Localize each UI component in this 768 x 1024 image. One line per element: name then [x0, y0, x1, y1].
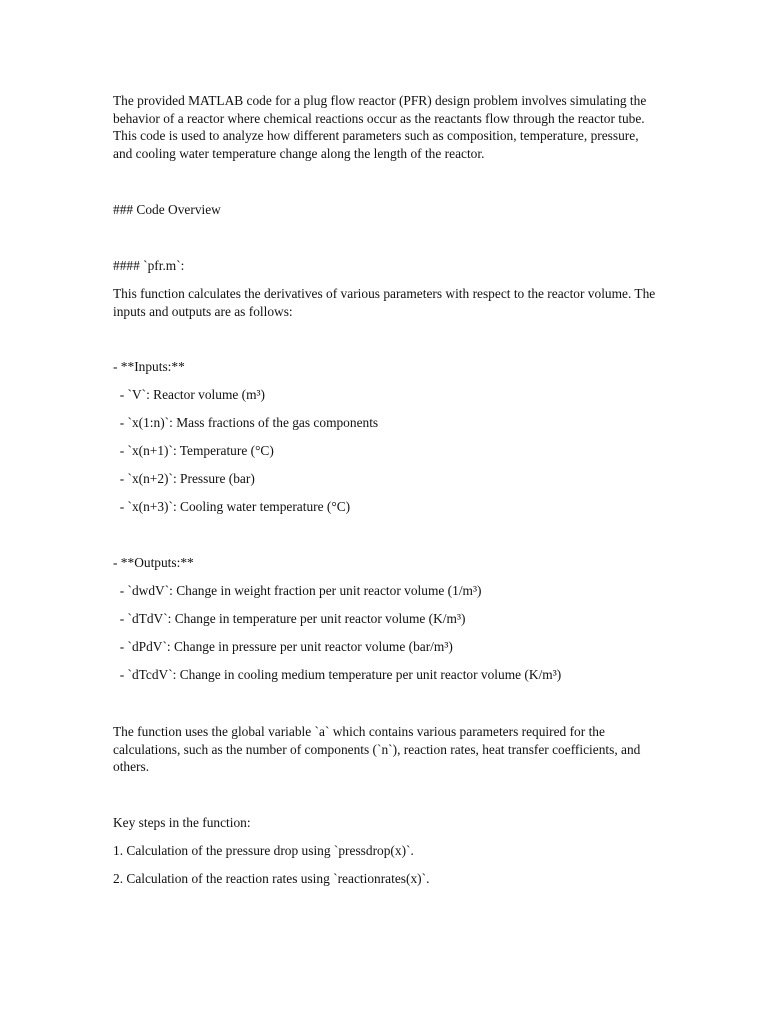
output-item-dtcdv: - `dTcdV`: Change in cooling medium temperature per unit reactor volume (K/m³)	[113, 667, 562, 682]
step-item-reaction-rates: 2. Calculation of the reaction rates using `reactionrates(x)`.	[113, 871, 430, 886]
pfr-heading: #### `pfr.m`:	[113, 258, 185, 273]
step-item-pressure-drop: 1. Calculation of the pressure drop using `pressdrop(x)`.	[113, 843, 414, 858]
key-steps-heading: Key steps in the function:	[113, 815, 251, 830]
inputs-heading: - **Inputs:**	[113, 359, 185, 374]
input-item-mass-fractions: - `x(1:n)`: Mass fractions of the gas components	[113, 415, 379, 430]
output-item-dwdv: - `dwdV`: Change in weight fraction per unit reactor volume (1/m³)	[113, 583, 482, 598]
input-item-temperature: - `x(n+1)`: Temperature (°C)	[113, 443, 274, 458]
output-item-dpdv: - `dPdV`: Change in pressure per unit reactor volume (bar/m³)	[113, 639, 453, 654]
global-variable-paragraph: The function uses the global variable `a` which contains various parameters required for the calculations, such as the number of components (`n`), reaction rates, heat transfer coefficients, and others.	[113, 724, 641, 775]
output-item-dtdv: - `dTdV`: Change in temperature per unit reactor volume (K/m³)	[113, 611, 466, 626]
intro-paragraph: The provided MATLAB code for a plug flow reactor (PFR) design problem involves simulating the behavior of a reactor where chemical reactions occur as the reactants flow through the reactor tube. This code is used to analyze how different parameters such as composition, temperature, pressure, and cooling water temperature change along the length of the reactor.	[113, 93, 647, 162]
outputs-heading: - **Outputs:**	[113, 555, 194, 570]
input-item-pressure: - `x(n+2)`: Pressure (bar)	[113, 471, 255, 486]
code-overview-heading: ### Code Overview	[113, 202, 221, 217]
pfr-description: This function calculates the derivatives of various parameters with respect to the reactor volume. The inputs and outputs are as follows:	[113, 286, 656, 319]
input-item-volume: - `V`: Reactor volume (m³)	[113, 387, 266, 402]
input-item-cooling-water: - `x(n+3)`: Cooling water temperature (°C)	[113, 499, 351, 514]
